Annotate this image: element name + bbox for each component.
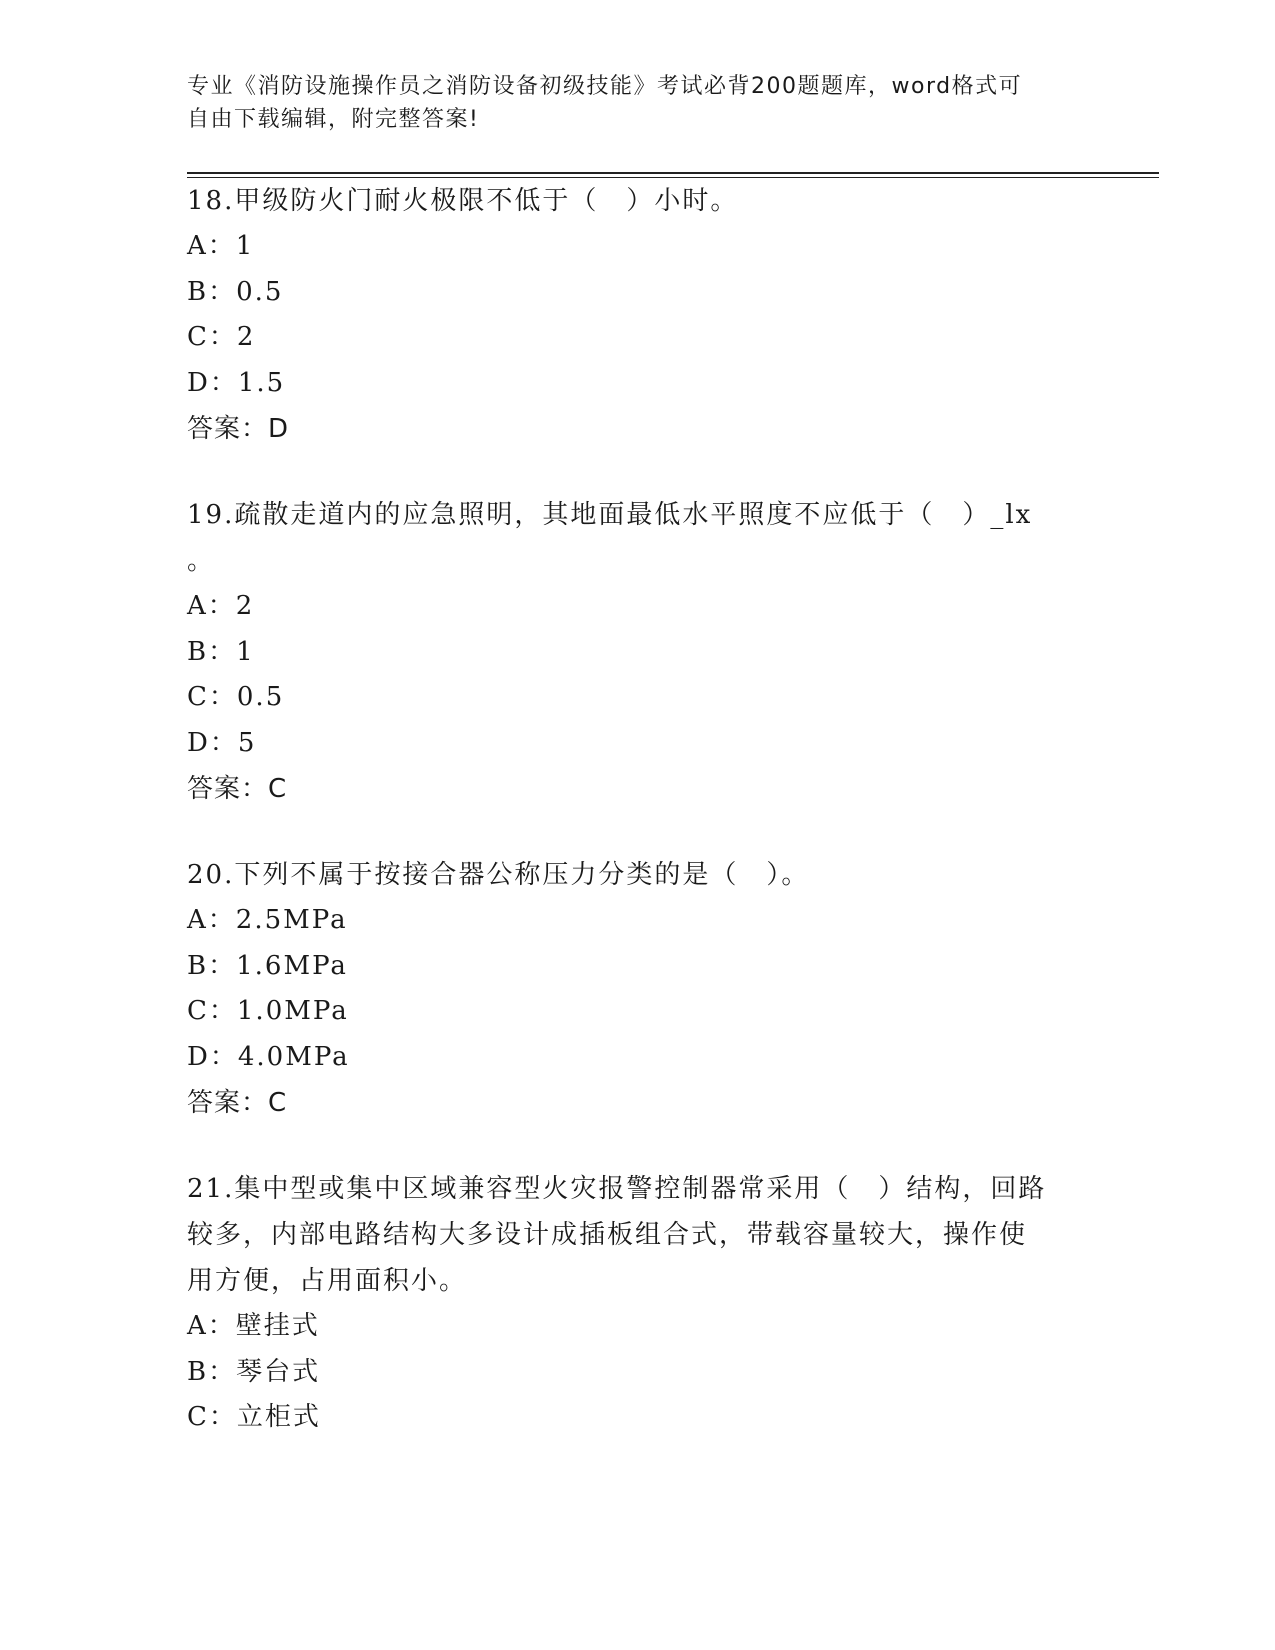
- question-stem: 20.下列不属于按接合器公称压力分类的是（ ）。: [187, 860, 810, 890]
- answer-line: 答案：D: [187, 414, 290, 444]
- page-content: [187, 70, 1167, 1441]
- answer-line: 答案：C: [187, 774, 288, 804]
- question-stem: 21.集中型或集中区域兼容型火灾报警控制器常采用（ ）结构，回路: [187, 1174, 1047, 1204]
- option-c: C：0.5: [187, 682, 285, 712]
- question-stem-continuation: 用方便，占用面积小。: [187, 1266, 468, 1296]
- question-stem-continuation: 较多，内部电路结构大多设计成插板组合式，带载容量较大，操作使: [187, 1220, 1028, 1250]
- option-a: A：壁挂式: [187, 1311, 320, 1341]
- question-20: [187, 852, 1087, 1126]
- option-c: C：立柜式: [187, 1402, 321, 1432]
- option-a: A：2: [187, 591, 255, 621]
- question-stem: 18.甲级防火门耐火极限不低于（ ）小时。: [187, 186, 739, 216]
- question-19: [187, 492, 1087, 812]
- option-a: A：2.5MPa: [187, 905, 348, 935]
- option-b: B：0.5: [187, 276, 284, 307]
- option-d: D：1.5: [187, 367, 286, 398]
- option-d: D：4.0MPa: [187, 1041, 350, 1072]
- spacer: [187, 1126, 1167, 1166]
- spacer: [187, 812, 1167, 852]
- answer-line: 答案：C: [187, 1088, 288, 1118]
- question-21: [187, 1166, 1087, 1441]
- option-c: C：2: [187, 322, 256, 352]
- question-18: [187, 178, 1087, 452]
- header-line: 自由下载编辑，附完整答案!: [187, 107, 480, 132]
- spacer: [187, 452, 1167, 492]
- option-d: D：5: [187, 727, 257, 758]
- document-header: [187, 70, 1167, 136]
- option-a: A：1: [187, 231, 255, 261]
- option-c: C：1.0MPa: [187, 996, 349, 1026]
- question-stem-continuation: 。: [187, 546, 216, 576]
- option-b: B：琴台式: [187, 1356, 321, 1387]
- option-b: B：1: [187, 636, 255, 667]
- option-b: B：1.6MPa: [187, 950, 348, 981]
- question-stem: 19.疏散走道内的应急照明，其地面最低水平照度不应低于（ ）_lx: [187, 500, 1033, 530]
- header-line: 专业《消防设施操作员之消防设备初级技能》考试必背200题题库，word格式可: [187, 74, 1023, 99]
